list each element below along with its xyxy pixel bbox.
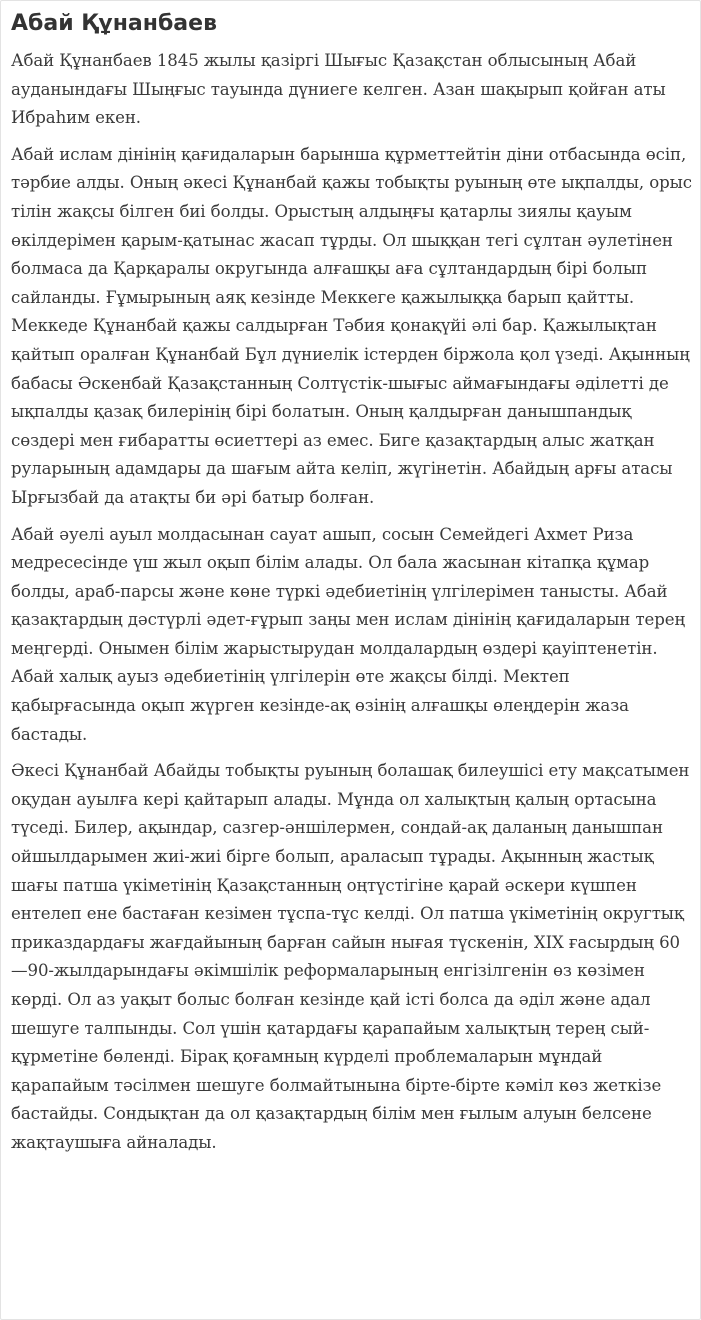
- article-paragraph-3: Абай әуелі ауыл молдасынан сауат ашып, сосын Семейдегі Ахмет Риза медресесінде үш жыл оқып білім алады. Ол бала жасынан кітапқа құмар болды, араб-парсы және көне түркі әдебиетінің үлгілерімен танысты. Абай қазақтардың дәстүрлі әдет-ғұрып заңы мен ислам дінінің қағидаларын терең меңгерді. Онымен білім жарыстырудан молдалардың өздері қауіптенетін. Абай халық ауыз әдебиетінің үлгілерін өте жақсы білді. Мектеп қабырғасында оқып жүрген кезінде-ақ өзінің алғашқы өлеңдерін жаза бастады.: [11, 524, 686, 744]
- article-paragraph-2: Абай ислам дінінің қағидаларын барынша құрметтейтін діни отбасында өсіп, тәрбие алды. Оның әкесі Құнанбай қажы тобықты руының өте ықпалды, орыс тілін жақсы білген биі болды. Орыстың алдыңғы қатарлы зиялы қауым өкілдерімен қарым-қатынас жасап тұрды. Ол шыққан тегі сұлтан әулетінен болмаса да Қарқаралы округында алғашқы аға сұлтандардың бірі болып сайланды. Ғұмырының аяқ кезінде Меккеге қажылыққа барып қайтты. Меккеде Құнанбай қажы салдырған Тәбия қонақүйі әлі бар. Қажылықтан қайтып оралған Құнанбай Бұл дүниелік істерден біржола қол үзеді. Ақынның бабасы Әскенбай Қазақстанның Солтүстік-шығыс аймағындағы әділетті де ықпалды қазақ билерінің бірі болатын. Оның қалдырған данышпандық сөздері мен ғибаратты өсиеттері аз емес. Биге қазақтардың алыс жатқан руларының адамдары да шағым айта келіп, жүгінетін. Абайдың арғы атасы Ырғызбай да атақты би әрі батыр болған.: [11, 144, 692, 507]
- article-paragraph-4: Әкесі Құнанбай Абайды тобықты руының болашақ билеушісі ету мақсатымен оқудан ауылға кері қайтарып алады. Мұнда ол халықтың қалың ортасына түседі. Билер, ақындар, сазгер-әншілермен, сондай-ақ даланың данышпан ойшылдарымен жиі-жиі бірге болып, араласып тұрады. Ақынның жастық шағы патша үкіметінің Қазақстанның оңтүстігіне қарай әскери күшпен ентелеп ене бастаған кезімен тұспа-тұс келді. Ол патша үкіметінің округтық приказдардағы жағдайының барған сайын нығая түскенін, XIX ғасырдың 60—90-жылдарындағы әкімшілік реформаларының енгізілгенін өз көзімен көрді. Ол аз уақыт болыс болған кезінде қай істі болса да әділ және адал шешуге талпынды. Сол үшін қатардағы қарапайым халықтың терең сый-құрметіне бөленді. Бірақ қоғамның күрделі проблемаларын мұндай қарапайым тәсілмен шешуге болмайтынына бірте-бірте кәміл көз жеткізе бастайды. Сондықтан да ол қазақтардың білім мен ғылым алуын белсене жақтаушыға айналады.: [11, 761, 690, 1152]
- article-body: [1, 1, 700, 1158]
- article-paragraph-1: Абай Құнанбаев 1845 жылы қазіргі Шығыс Қазақстан облысының Абай ауданындағы Шыңғыс тауында дүниеге келген. Азан шақырып қойған аты Ибраһим екен.: [11, 51, 666, 128]
- article-title: Абай Құнанбаев: [11, 11, 217, 36]
